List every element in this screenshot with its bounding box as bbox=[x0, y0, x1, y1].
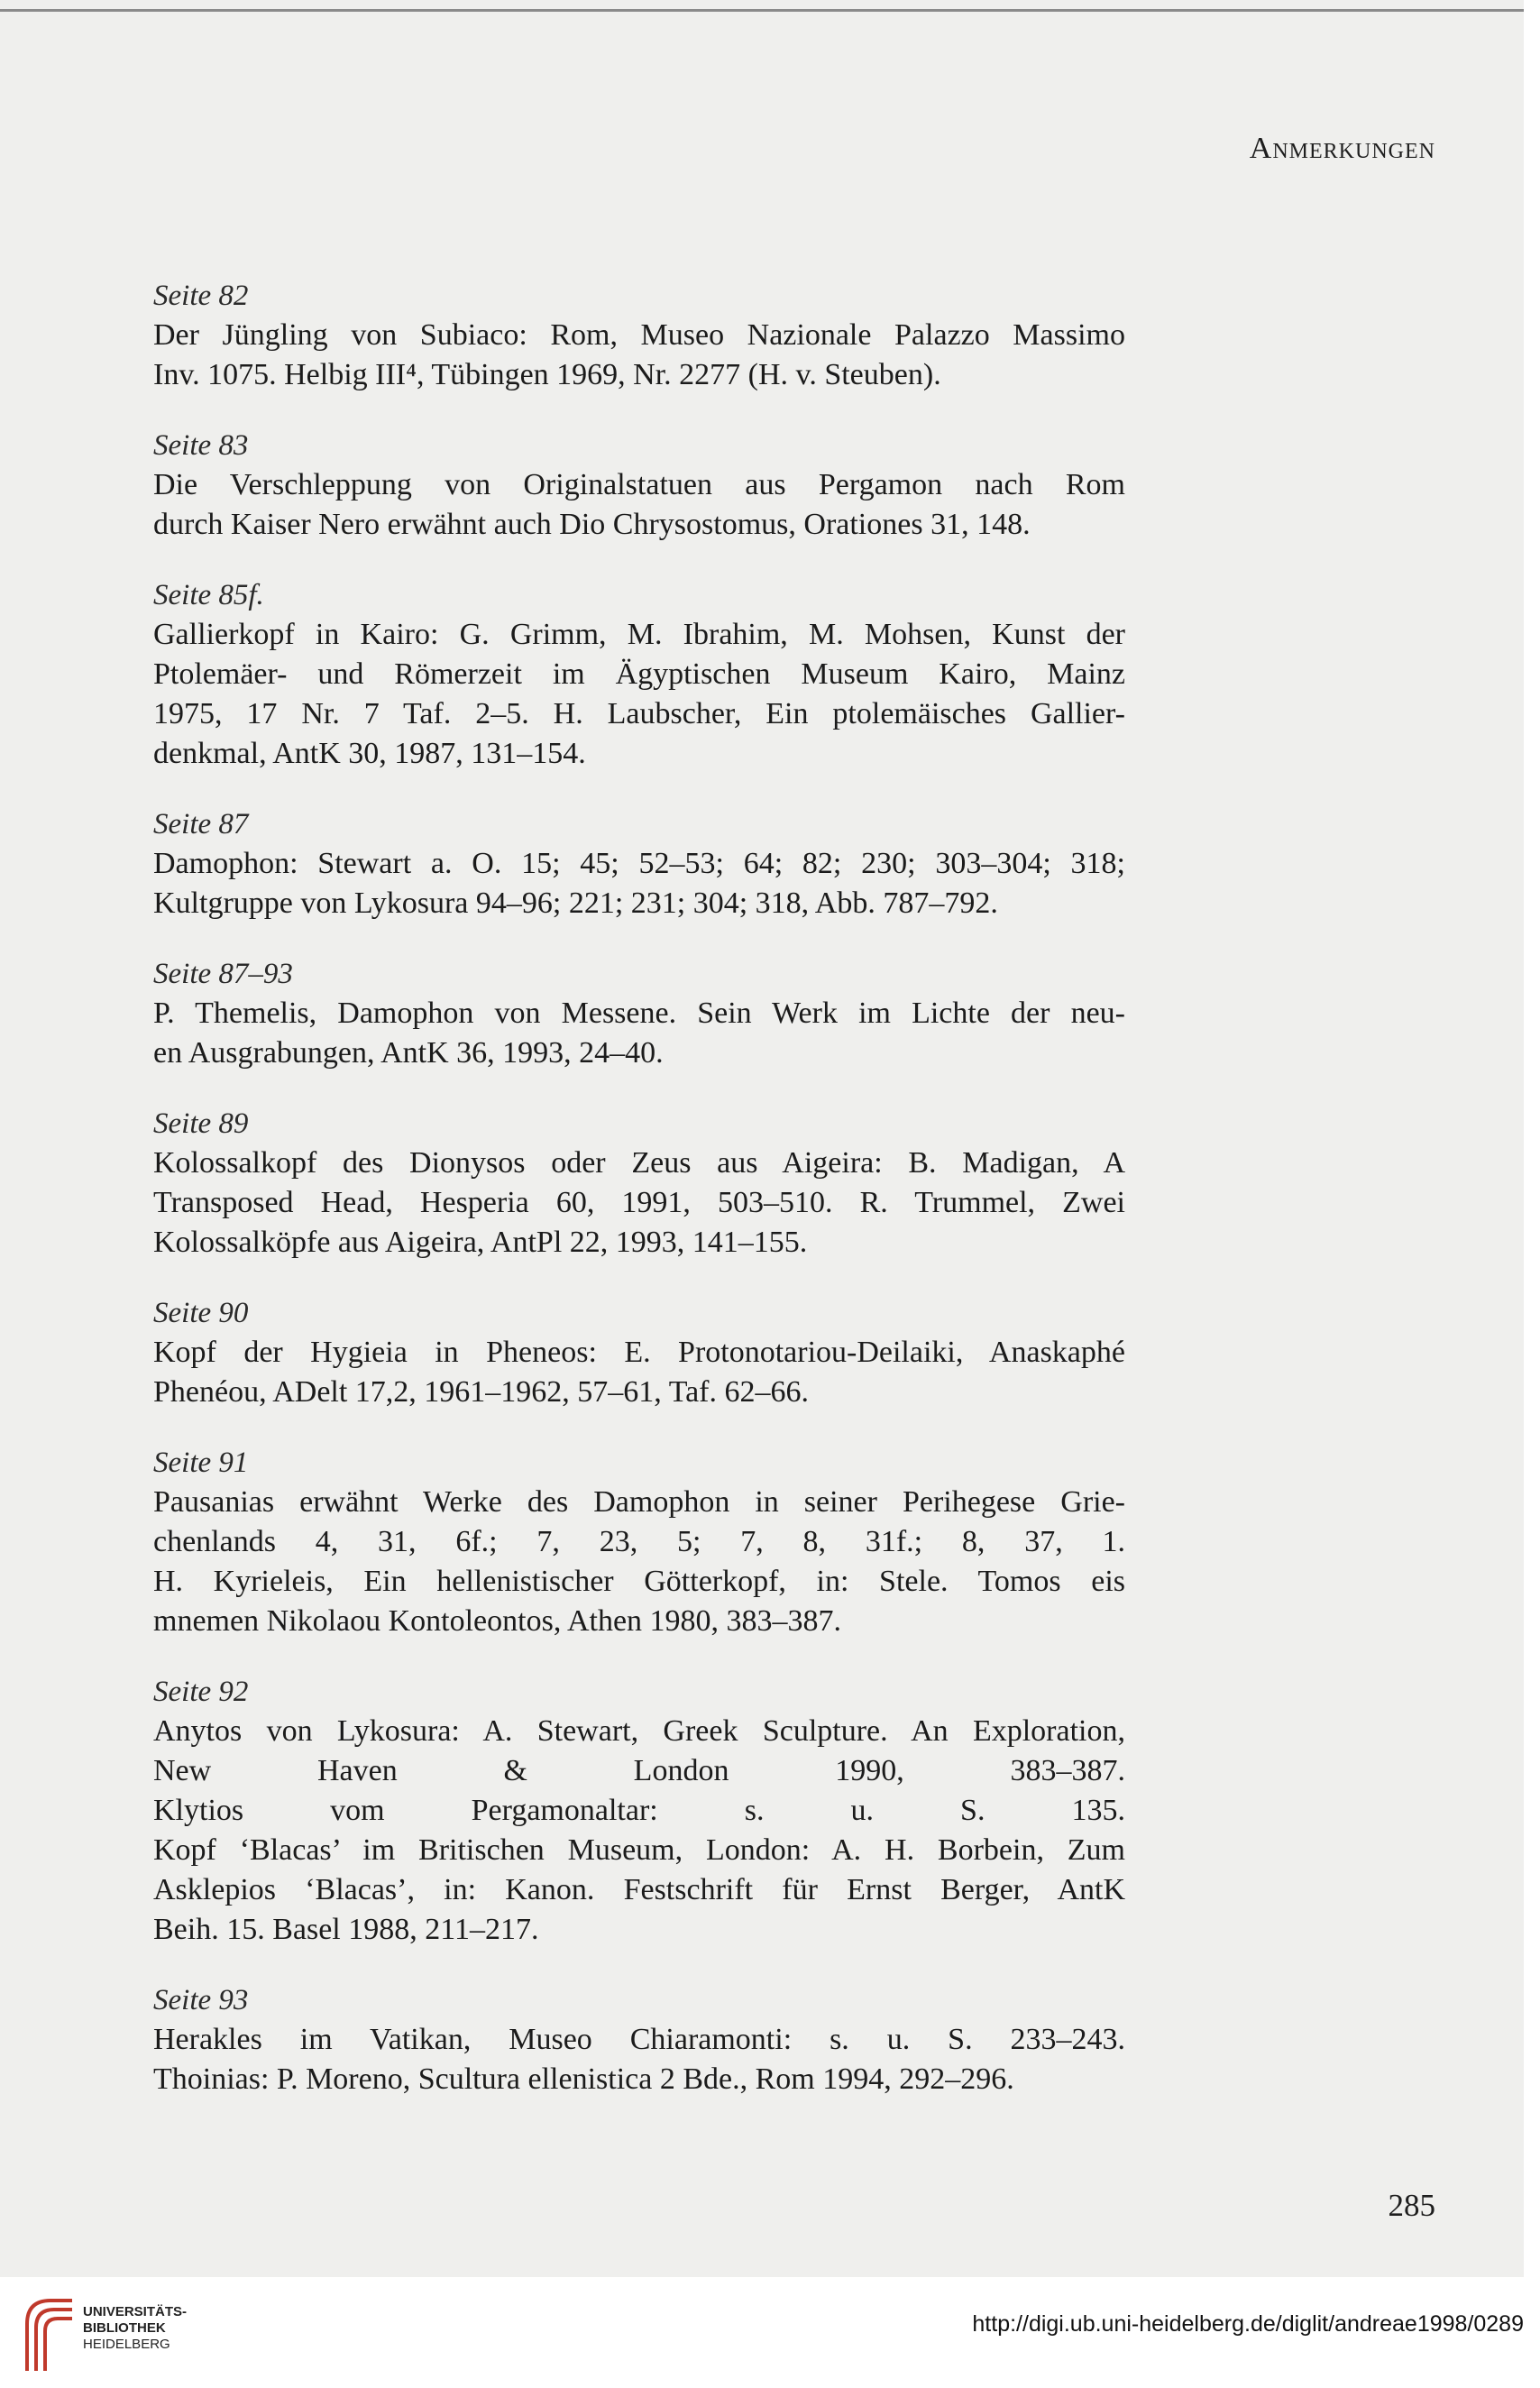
library-name-line1: UNIVERSITÄTS- bbox=[83, 2304, 188, 2319]
page-edge bbox=[1524, 0, 1540, 2277]
note-heading: Seite 83 bbox=[153, 429, 249, 462]
note-text-line: Pausanias erwähnt Werke des Damophon in seiner Perihegese Grie- bbox=[153, 1485, 1125, 1519]
note-block bbox=[153, 1980, 1125, 2099]
note-text-line: Kopf ‘Blacas’ im Britischen Museum, London: A. H. Borbein, Zum bbox=[153, 1833, 1125, 1867]
note-heading: Seite 82 bbox=[153, 280, 249, 312]
source-url-link[interactable]: http://digi.ub.uni-heidelberg.de/diglit/andreae1998/0289 bbox=[972, 2311, 1524, 2337]
note-heading: Seite 89 bbox=[153, 1107, 249, 1140]
note-text-line: P. Themelis, Damophon von Messene. Sein Werk im Lichte der neu- bbox=[153, 997, 1125, 1030]
note-text-line: H. Kyrieleis, Ein hellenistischer Götterkopf, in: Stele. Tomos eis bbox=[153, 1565, 1125, 1598]
note-heading: Seite 87–93 bbox=[153, 958, 293, 990]
note-text-line: Kopf der Hygieia in Pheneos: E. Protonotariou-Deilaiki, Anaskaphé bbox=[153, 1336, 1125, 1369]
note-block bbox=[153, 1672, 1125, 1950]
note-text-line: New Haven & London 1990, 383–387. bbox=[153, 1754, 1125, 1787]
running-head: Anmerkungen bbox=[1249, 132, 1435, 165]
note-text-line: Kultgruppe von Lykosura 94–96; 221; 231; 304; 318, Abb. 787–792. bbox=[153, 886, 998, 920]
note-heading: Seite 91 bbox=[153, 1447, 249, 1479]
note-heading: Seite 93 bbox=[153, 1984, 249, 2016]
top-rule bbox=[0, 9, 1524, 12]
note-text-line: chenlands 4, 31, 6f.; 7, 23, 5; 7, 8, 31f.; 8, 37, 1. bbox=[153, 1525, 1125, 1558]
page-number: 285 bbox=[1388, 2188, 1435, 2223]
note-block bbox=[153, 575, 1125, 774]
note-text-line: Der Jüngling von Subiaco: Rom, Museo Nazionale Palazzo Massimo bbox=[153, 318, 1125, 352]
note-text-line: Gallierkopf in Kairo: G. Grimm, M. Ibrahim, M. Mohsen, Kunst der bbox=[153, 618, 1125, 651]
note-text-line: Anytos von Lykosura: A. Stewart, Greek Sculpture. An Exploration, bbox=[153, 1714, 1125, 1748]
notes-section bbox=[153, 276, 1125, 2130]
note-text-line: 1975, 17 Nr. 7 Taf. 2–5. H. Laubscher, Ein ptolemäisches Gallier- bbox=[153, 697, 1125, 730]
note-text-line: Transposed Head, Hesperia 60, 1991, 503–510. R. Trummel, Zwei bbox=[153, 1186, 1125, 1219]
note-block bbox=[153, 276, 1125, 395]
note-text-line: Beih. 15. Basel 1988, 211–217. bbox=[153, 1913, 539, 1946]
note-text-line: Asklepios ‘Blacas’, in: Kanon. Festschrift für Ernst Berger, AntK bbox=[153, 1873, 1125, 1906]
note-text-line: Klytios vom Pergamonaltar: s. u. S. 135. bbox=[153, 1794, 1125, 1827]
note-heading: Seite 87 bbox=[153, 808, 249, 840]
note-text-line: denkmal, AntK 30, 1987, 131–154. bbox=[153, 737, 586, 770]
note-text-line: Herakles im Vatikan, Museo Chiaramonti: s. u. S. 233–243. bbox=[153, 2023, 1125, 2056]
note-block bbox=[153, 426, 1125, 545]
note-block bbox=[153, 954, 1125, 1073]
library-name-line3: HEIDELBERG bbox=[83, 2337, 170, 2352]
note-text-line: Die Verschleppung von Originalstatuen aus Pergamon nach Rom bbox=[153, 468, 1125, 501]
note-heading: Seite 92 bbox=[153, 1676, 249, 1708]
footer-bar bbox=[0, 2277, 1540, 2388]
note-text-line: Kolossalkopf des Dionysos oder Zeus aus Aigeira: B. Madigan, A bbox=[153, 1146, 1125, 1180]
library-name-line2: BIBLIOTHEK bbox=[83, 2320, 166, 2336]
note-block bbox=[153, 1443, 1125, 1641]
note-text-line: Damophon: Stewart a. O. 15; 45; 52–53; 64; 82; 230; 303–304; 318; bbox=[153, 847, 1125, 880]
note-block bbox=[153, 804, 1125, 923]
note-heading: Seite 90 bbox=[153, 1297, 249, 1329]
note-text-line: Ptolemäer- und Römerzeit im Ägyptischen Museum Kairo, Mainz bbox=[153, 657, 1125, 691]
library-logo-icon bbox=[20, 2290, 76, 2373]
note-text-line: Thoinias: P. Moreno, Scultura ellenistica 2 Bde., Rom 1994, 292–296. bbox=[153, 2062, 1014, 2096]
note-block bbox=[153, 1293, 1125, 1412]
note-text-line: mnemen Nikolaou Kontoleontos, Athen 1980, 383–387. bbox=[153, 1604, 842, 1638]
note-heading: Seite 85f. bbox=[153, 579, 264, 611]
note-text-line: durch Kaiser Nero erwähnt auch Dio Chrysostomus, Orationes 31, 148. bbox=[153, 508, 1031, 541]
note-text-line: Phenéou, ADelt 17,2, 1961–1962, 57–61, Taf. 62–66. bbox=[153, 1375, 809, 1409]
note-text-line: Inv. 1075. Helbig III⁴, Tübingen 1969, Nr. 2277 (H. v. Steuben). bbox=[153, 358, 941, 391]
library-name bbox=[83, 2304, 187, 2353]
note-block bbox=[153, 1104, 1125, 1263]
note-text-line: en Ausgrabungen, AntK 36, 1993, 24–40. bbox=[153, 1036, 664, 1070]
note-text-line: Kolossalköpfe aus Aigeira, AntPl 22, 1993, 141–155. bbox=[153, 1226, 808, 1259]
